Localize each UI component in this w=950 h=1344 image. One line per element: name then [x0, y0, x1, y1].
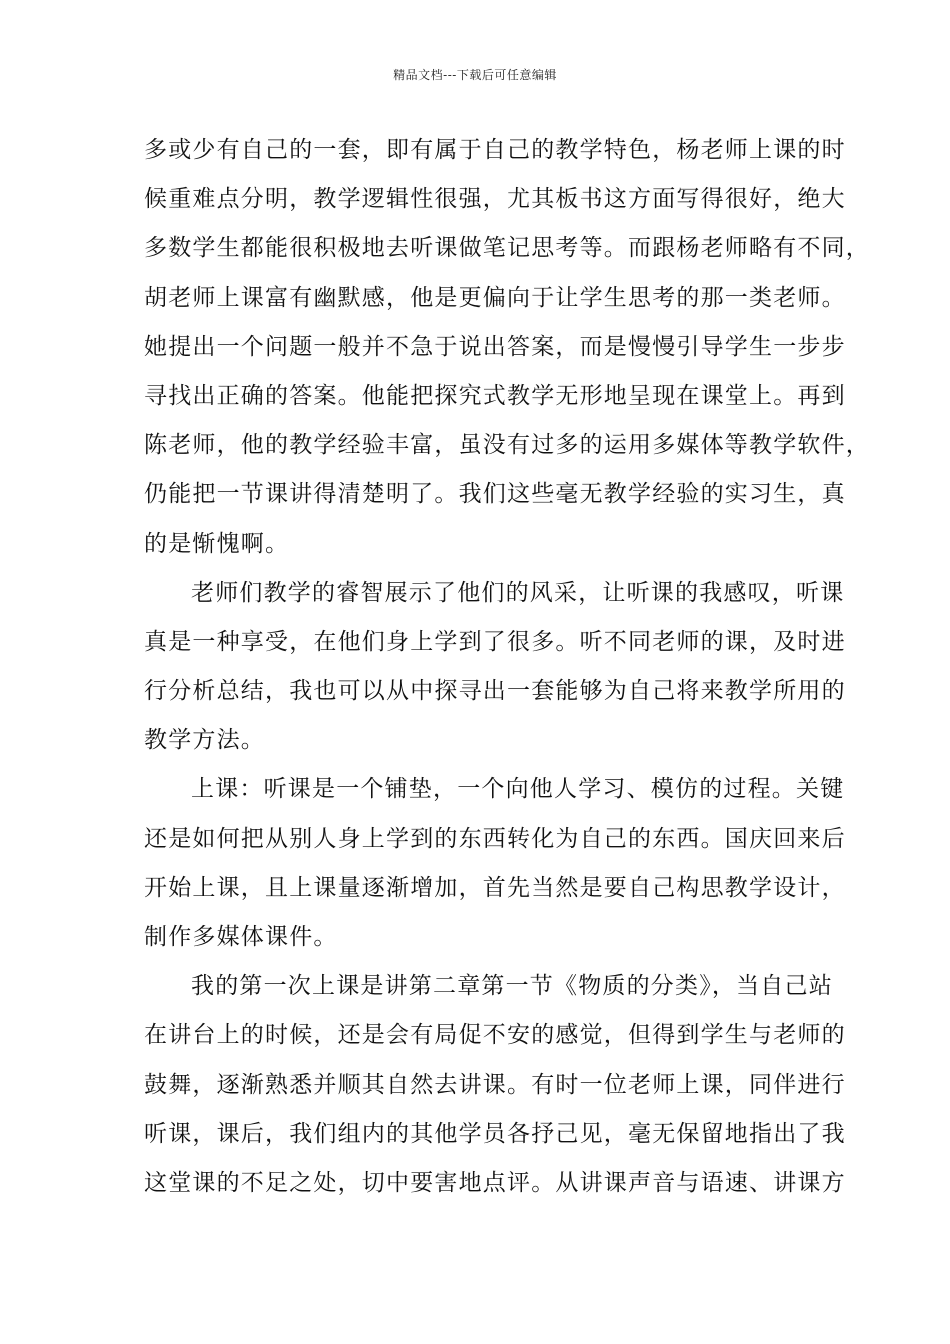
text-line: 还是如何把从别人身上学到的东西转化为自己的东西。国庆回来后	[144, 825, 846, 852]
text-line: 行分析总结，我也可以从中探寻出一套能够为自己将来教学所用的	[144, 678, 846, 705]
body-text	[144, 126, 870, 1208]
text-line: 多数学生都能很积极地去听课做笔记思考等。而跟杨老师略有不同，	[144, 235, 870, 262]
text-line: 候重难点分明，教学逻辑性很强，尤其板书这方面写得很好，绝大	[144, 186, 846, 213]
text-line: 听课，课后，我们组内的其他学员各抒己见，毫无保留地指出了我	[144, 1120, 846, 1147]
text-line: 开始上课，且上课量逐渐增加，首先当然是要自己构思教学设计，	[144, 874, 846, 901]
text-line: 的是惭愧啊。	[144, 530, 290, 557]
paragraph-start-line: 上课：听课是一个铺垫，一个向他人学习、模仿的过程。关键	[191, 776, 845, 803]
text-line: 在讲台上的时候，还是会有局促不安的感觉，但得到学生与老师的	[144, 1022, 846, 1049]
text-line: 真是一种享受，在他们身上学到了很多。听不同老师的课，及时进	[144, 628, 846, 655]
page-header: 精品文档---下载后可任意编辑	[393, 68, 557, 82]
text-line: 多或少有自己的一套，即有属于自己的教学特色，杨老师上课的时	[144, 137, 846, 163]
text-line: 鼓舞，逐渐熟悉并顺其自然去讲课。有时一位老师上课，同伴进行	[144, 1071, 846, 1098]
text-line: 教学方法。	[144, 727, 265, 754]
paragraph-start-line: 老师们教学的睿智展示了他们的风采，让听课的我感叹，听课	[191, 579, 845, 606]
text-line: 制作多媒体课件。	[144, 924, 338, 950]
text-line: 仍能把一节课讲得清楚明了。我们这些毫无教学经验的实习生，真	[144, 481, 846, 508]
text-line: 这堂课的不足之处，切中要害地点评。从讲课声音与语速、讲课方	[144, 1169, 846, 1196]
text-line: 寻找出正确的答案。他能把探究式教学无形地呈现在课堂上。再到	[144, 382, 846, 409]
paragraph-start-line: 我的第一次上课是讲第二章第一节《物质的分类》，当自己站	[191, 973, 833, 1000]
text-line: 陈老师，他的教学经验丰富，虽没有过多的运用多媒体等教学软件，	[144, 432, 870, 459]
text-line: 她提出一个问题一般并不急于说出答案，而是慢慢引导学生一步步	[144, 333, 846, 360]
text-line: 胡老师上课富有幽默感，他是更偏向于让学生思考的那一类老师。	[144, 284, 846, 311]
